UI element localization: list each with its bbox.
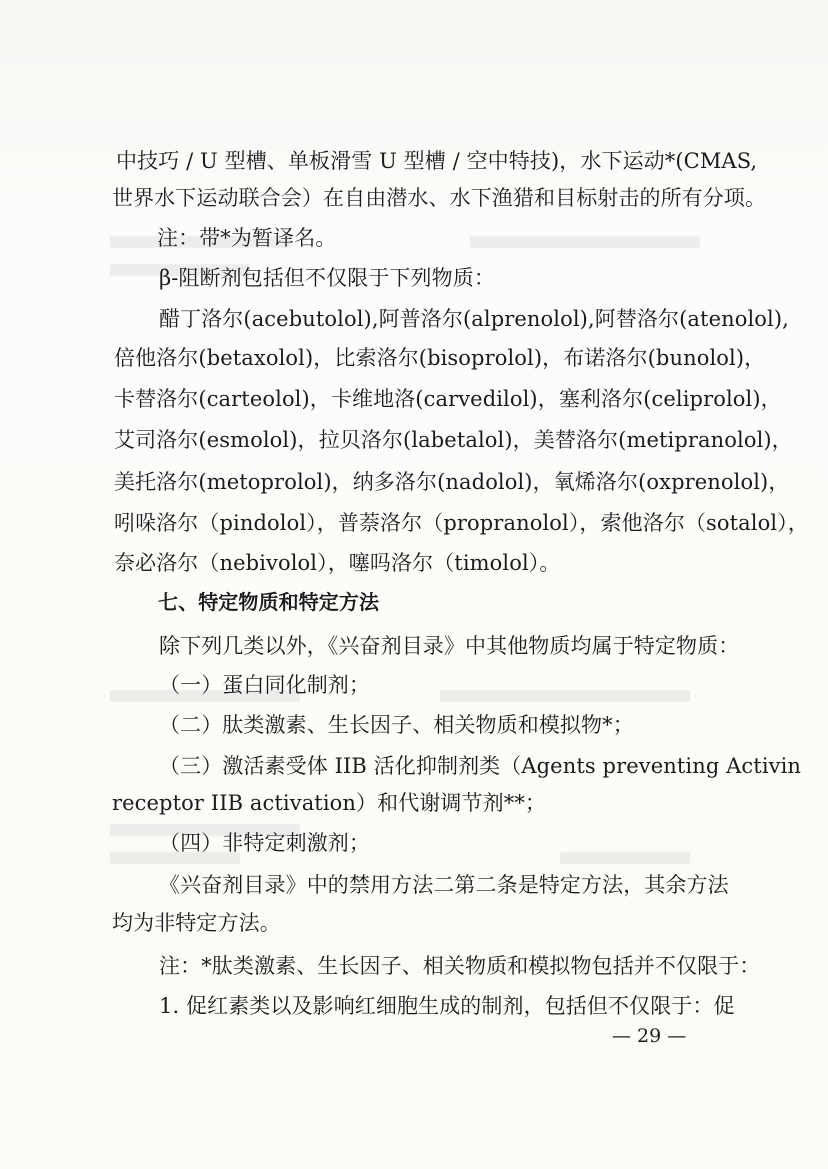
beta-blocker-list-7: 奈必洛尔（nebivolol），噻吗洛尔（timolol）。: [114, 551, 561, 575]
beta-blocker-list-5: 美托洛尔(metoprolol)，纳多洛尔(nadolol)，氧烯洛尔(oxprenolol)，: [114, 470, 790, 494]
beta-blocker-list-2: 倍他洛尔(betaxolol)，比索洛尔(bisoprolol)，布诺洛尔(bunolol)，: [114, 346, 766, 370]
list-item-3: （三）激活素受体 IIB 活化抑制剂类（Agents preventing Activin: [159, 754, 802, 778]
list-item-4: （四）非特定刺激剂；: [159, 831, 370, 855]
list-item-1: （一）蛋白同化制剂；: [159, 673, 370, 697]
list-item-2: （二）肽类激素、生长因子、相关物质和模拟物*；: [159, 713, 634, 737]
text-line-1: 中技巧 / U 型槽、单板滑雪 U 型槽 / 空中特技)，水下运动*(CMAS,: [116, 149, 758, 173]
footnote-item-1: 1. 促红素类以及影响红细胞生成的制剂，包括但不仅限于：促: [159, 994, 735, 1018]
page-number: — 29 —: [612, 1025, 687, 1047]
text-line-2: 世界水下运动联合会）在自由潜水、水下渔猎和目标射击的所有分项。: [112, 186, 767, 210]
methods-paragraph-continued: 均为非特定方法。: [112, 911, 281, 935]
beta-blocker-list-4: 艾司洛尔(esmolol)，拉贝洛尔(labetalol)，美替洛尔(metipranolol)，: [114, 428, 793, 452]
beta-blocker-list-1: 醋丁洛尔(acebutolol),阿普洛尔(alprenolol),阿替洛尔(atenolol),: [159, 307, 789, 331]
specific-substances-intro: 除下列几类以外，《兴奋剂目录》中其他物质均属于特定物质：: [159, 634, 740, 658]
section-heading: 七、特定物质和特定方法: [158, 590, 380, 614]
methods-paragraph: 《兴奋剂目录》中的禁用方法二第二条是特定方法，其余方法: [159, 873, 729, 897]
note-line: 注：带*为暂译名。: [157, 226, 337, 250]
footnote-line: 注：*肽类激素、生长因子、相关物质和模拟物包括并不仅限于：: [159, 954, 761, 978]
beta-blocker-list-6: 吲哚洛尔（pindolol），普萘洛尔（propranolol），索他洛尔（sotalol），: [114, 511, 809, 535]
beta-blocker-intro: β-阻断剂包括但不仅限于下列物质：: [159, 266, 495, 290]
list-item-3-continued: receptor IIB activation）和代谢调节剂**；: [112, 791, 547, 815]
beta-blocker-list-3: 卡替洛尔(carteolol)，卡维地洛(carvedilol)，塞利洛尔(celiprolol)，: [114, 387, 782, 411]
